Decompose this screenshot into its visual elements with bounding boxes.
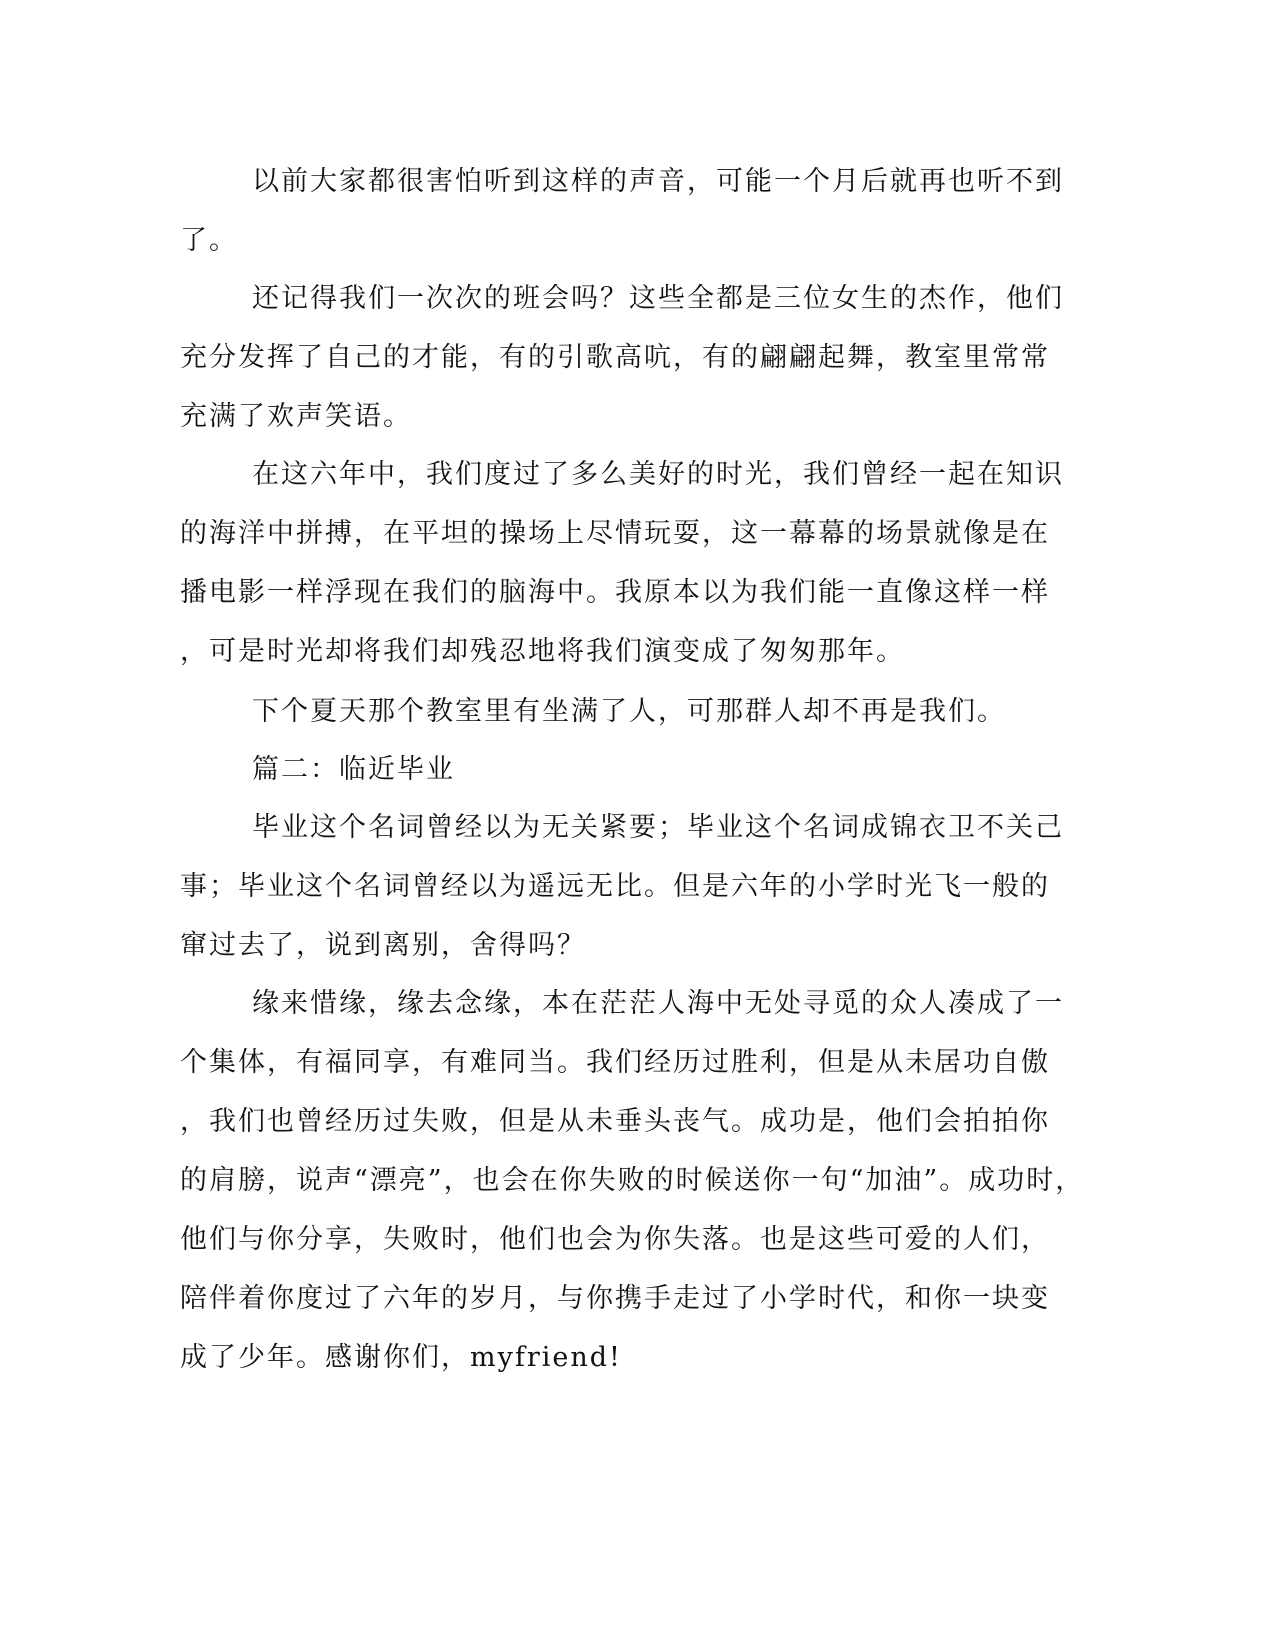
text-line: 的海洋中拼搏，在平坦的操场上尽情玩耍，这一幕幕的场景就像是在 xyxy=(180,518,1050,549)
text-line: 充分发挥了自己的才能，有的引歌高吭，有的翩翩起舞，教室里常常 xyxy=(180,342,1050,373)
text-line: 成了少年。感谢你们，myfriend! xyxy=(180,1342,622,1373)
text-line: 播电影一样浮现在我们的脑海中。我原本以为我们能一直像这样一样 xyxy=(180,577,1050,608)
text-line: 的肩膀，说声“漂亮”，也会在你失败的时候送你一句“加油”。成功时， xyxy=(180,1165,1085,1196)
text-line: 下个夏天那个教室里有坐满了人，可那群人却不再是我们。 xyxy=(252,696,1006,727)
text-line: 陪伴着你度过了六年的岁月，与你携手走过了小学时代，和你一块变 xyxy=(180,1283,1050,1314)
text-line: 窜过去了，说到离别，舍得吗？ xyxy=(180,930,586,961)
text-line: 了。 xyxy=(180,225,238,256)
text-line: 缘来惜缘，缘去念缘，本在茫茫人海中无处寻觅的众人凑成了一 xyxy=(252,988,1064,1019)
section-heading: 篇二：临近毕业 xyxy=(252,754,455,785)
text-line: 事；毕业这个名词曾经以为遥远无比。但是六年的小学时光飞一般的 xyxy=(180,871,1050,902)
text-line: ，可是时光却将我们却残忍地将我们演变成了匆匆那年。 xyxy=(180,636,905,667)
text-line: 充满了欢声笑语。 xyxy=(180,401,412,432)
text-line: 毕业这个名词曾经以为无关紧要；毕业这个名词成锦衣卫不关己 xyxy=(252,812,1064,843)
text-line: 以前大家都很害怕听到这样的声音，可能一个月后就再也听不到 xyxy=(252,166,1064,197)
text-line: 他们与你分享，失败时，他们也会为你失落。也是这些可爱的人们， xyxy=(180,1224,1050,1255)
text-line: 个集体，有福同享，有难同当。我们经历过胜利，但是从未居功自傲 xyxy=(180,1047,1050,1078)
text-line: 还记得我们一次次的班会吗？这些全都是三位女生的杰作，他们 xyxy=(252,283,1064,314)
text-line: 在这六年中，我们度过了多么美好的时光，我们曾经一起在知识 xyxy=(252,459,1064,490)
text-line: ，我们也曾经历过失败，但是从未垂头丧气。成功是，他们会拍拍你 xyxy=(180,1106,1050,1137)
